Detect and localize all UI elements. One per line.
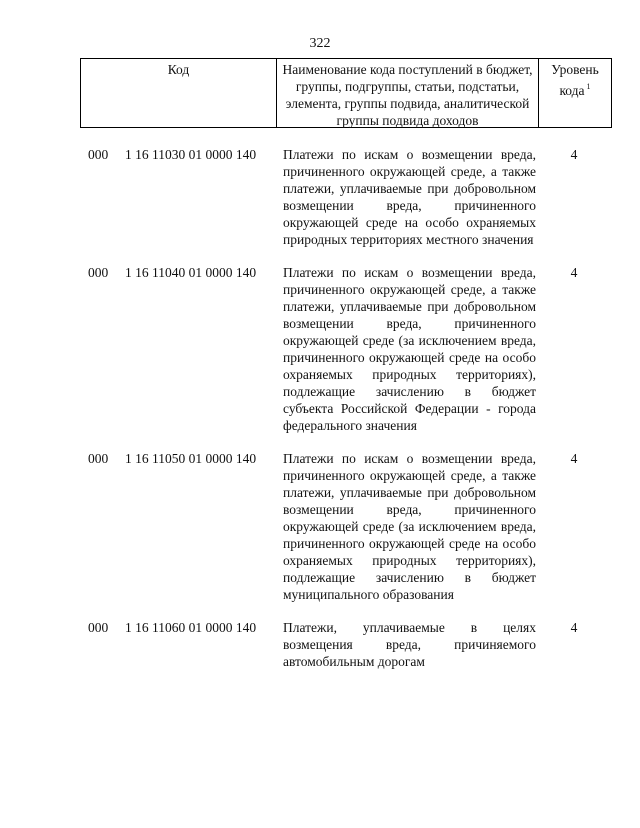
row-prefix: 000: [88, 147, 109, 162]
row-description: Платежи по искам о возмещении вреда, причиненного окружающей среде, а также платежи, уплачиваемые при добровольном возмещении вреда, причиненного окружающей среде на особо охраняемых природных территориях местного значения: [283, 147, 536, 247]
row-level: 4: [570, 265, 578, 280]
footnote-marker: 1: [586, 82, 591, 91]
row-code: 1 16 11050 01 0000 140: [125, 451, 257, 466]
header-level-label: Уровень кода: [551, 62, 599, 98]
page-number: 322: [309, 36, 331, 51]
row-prefix: 000: [88, 620, 109, 635]
row-level: 4: [570, 147, 578, 162]
header-code: Код: [81, 59, 277, 127]
header-level: [539, 59, 611, 127]
table-header: [80, 58, 612, 128]
row-level: 4: [570, 451, 578, 466]
row-code: 1 16 11030 01 0000 140: [125, 147, 257, 162]
row-code: 1 16 11060 01 0000 140: [125, 620, 257, 635]
row-prefix: 000: [88, 451, 109, 466]
row-description: Платежи, уплачиваемые в целях возмещения вреда, причиняемого автомобильным дорогам: [283, 620, 536, 669]
row-description: Платежи по искам о возмещении вреда, причиненного окружающей среде, а также платежи, уплачиваемые при добровольном возмещении вреда, причиненного окружающей среде (за исключением вреда, причиненного окружающей среде на особо охраняемых природных территориях), подлежащие зачислению в бюджет субъекта Российской Федерации - города федерального значения: [283, 265, 536, 433]
row-level: 4: [570, 620, 578, 635]
header-name: Наименование кода поступлений в бюджет, группы, подгруппы, статьи, подстатьи, элемента, группы подвида, аналитической группы подвида доходов: [277, 59, 539, 127]
row-code: 1 16 11040 01 0000 140: [125, 265, 257, 280]
row-description: Платежи по искам о возмещении вреда, причиненного окружающей среде, а также платежи, уплачиваемые при добровольном возмещении вреда, причиненного окружающей среде (за исключением вреда, причиненного окружающей среде на особо охраняемых природных территориях), подлежащие зачислению в бюджет муниципального образования: [283, 451, 536, 602]
row-prefix: 000: [88, 265, 109, 280]
